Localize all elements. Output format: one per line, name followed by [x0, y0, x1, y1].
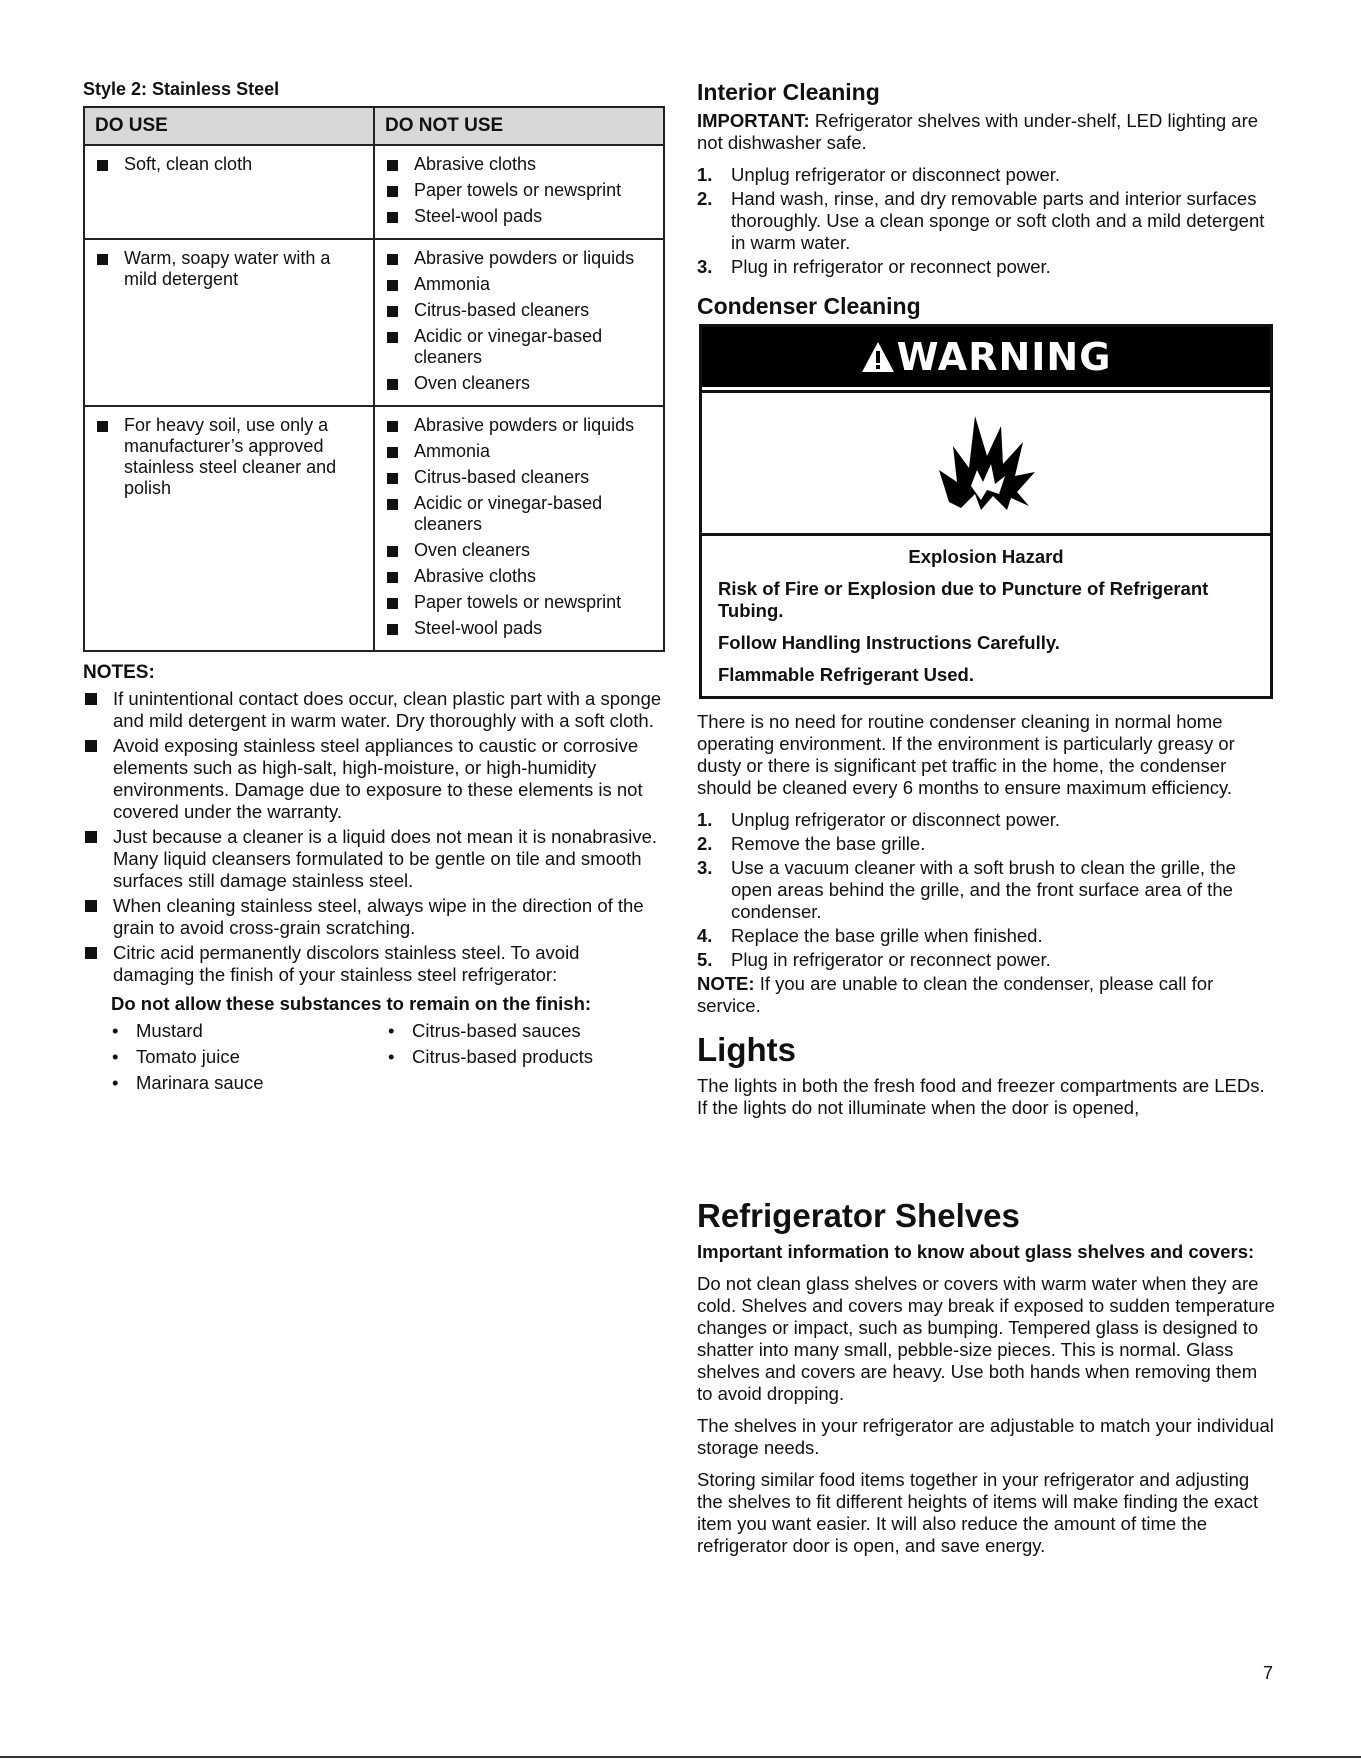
condenser-intro: There is no need for routine condenser cleaning in normal home operating environment. If the environment is particularly greasy or dusty or there is significant pet traffic in the home, the condenser should be cleaned every 6 months to ensure maximum efficiency. [697, 711, 1235, 798]
do-item: Warm, soapy water with a mild detergent [124, 248, 331, 289]
condenser-note [697, 973, 1277, 1017]
substance-item: • Marinara sauce [111, 1070, 387, 1096]
dont-cell [374, 406, 664, 651]
warning-line: Follow Handling Instructions Carefully. [718, 632, 1060, 653]
bullet-square-icon [85, 900, 97, 912]
interior-important [697, 110, 1277, 154]
step-number: 3. [697, 256, 713, 277]
right-column [697, 78, 1277, 1567]
bullet-square-icon [85, 740, 97, 752]
list-item [697, 256, 1277, 278]
list-item [697, 925, 1277, 947]
list-item [697, 857, 1277, 923]
lights-title: Lights [697, 1031, 796, 1068]
shelves-paragraph: Storing similar food items together in your refrigerator and adjusting the shelves to fit different heights of items will make finding the exact item you want easier. It will also reduce the amount of time the refrigerator door is open, and save energy. [697, 1469, 1259, 1556]
list-item [697, 188, 1277, 254]
bullet-square-icon [387, 332, 398, 343]
bullet-square-icon [387, 186, 398, 197]
left-column [83, 78, 663, 1096]
note-text: Citric acid permanently discolors stainless steel. To avoid damaging the finish of your stainless steel refrigerator: [113, 942, 580, 985]
step-text: Replace the base grille when finished. [731, 925, 1043, 946]
shelves-paragraph: Do not clean glass shelves or covers with warm water when they are cold. Shelves and covers may break if exposed to sudden temperature changes or impact, such as bumping. Tempered glass is designed to shatter into many small, pebble-size pieces. This is normal. Glass shelves and covers are heavy. Use both hands when removing them to avoid dropping. [697, 1273, 1275, 1404]
bullet-square-icon [387, 160, 398, 171]
header-do-use: DO USE [84, 107, 374, 145]
dont-item: Abrasive cloths [414, 154, 537, 174]
list-item [697, 949, 1277, 971]
substance-item: • Citrus-based sauces [387, 1018, 647, 1044]
bullet-square-icon [97, 254, 108, 265]
style-title: Style 2: Stainless Steel [83, 79, 280, 99]
bullet-square-icon [387, 546, 398, 557]
dont-item: Paper towels or newsprint [414, 180, 622, 200]
step-number: 2. [697, 833, 713, 854]
step-text: Plug in refrigerator or reconnect power. [731, 949, 1051, 970]
page-number: 7 [1263, 1663, 1274, 1683]
bullet-square-icon [85, 831, 97, 843]
header-do-not-use: DO NOT USE [374, 107, 664, 145]
step-text: Unplug refrigerator or disconnect power. [731, 164, 1061, 185]
bullet-square-icon [387, 447, 398, 458]
dont-cell [374, 145, 664, 239]
dont-item: Abrasive cloths [414, 566, 537, 586]
dont-item: Citrus-based cleaners [414, 467, 590, 487]
note-text: When cleaning stainless steel, always wipe in the direction of the grain to avoid cross-grain scratching. [113, 895, 644, 938]
do-item: Soft, clean cloth [124, 154, 253, 174]
dont-item: Ammonia [414, 441, 491, 461]
warning-header [702, 327, 1270, 387]
do-cell [84, 145, 374, 239]
notes-title: NOTES: [83, 662, 155, 683]
dont-item: Abrasive powders or liquids [414, 248, 635, 268]
dont-item: Acidic or vinegar-based cleaners [414, 326, 603, 367]
notes-list [83, 688, 663, 986]
interior-cleaning-title: Interior Cleaning [697, 79, 880, 105]
bullet-square-icon [387, 306, 398, 317]
bullet-square-icon [387, 421, 398, 432]
step-text: Remove the base grille. [731, 833, 926, 854]
warning-word: WARNING [896, 335, 1112, 379]
step-text: Hand wash, rinse, and dry removable parts and interior surfaces thoroughly. Use a clean sponge or soft cloth and a mild detergent in warm water. [731, 188, 1265, 253]
do-cell [84, 239, 374, 406]
step-text: Plug in refrigerator or reconnect power. [731, 256, 1051, 277]
list-item [83, 895, 663, 939]
substances-list [111, 1018, 663, 1096]
bullet-square-icon [387, 624, 398, 635]
dont-item: Citrus-based cleaners [414, 300, 590, 320]
shelves-title: Refrigerator Shelves [697, 1197, 1020, 1234]
explosion-symbol [702, 390, 1270, 536]
interior-steps [697, 164, 1277, 278]
bullet-square-icon [387, 280, 398, 291]
bullet-square-icon [387, 379, 398, 390]
warning-line: Risk of Fire or Explosion due to Puncture of Refrigerant Tubing. [718, 578, 1209, 621]
lights-text: The lights in both the fresh food and freezer compartments are LEDs. If the lights do not illuminate when the door is opened, [697, 1075, 1265, 1118]
list-item [697, 809, 1277, 831]
list-item [697, 833, 1277, 855]
step-text: Use a vacuum cleaner with a soft brush to clean the grille, the open areas behind the grille, and the front surface area of the condenser. [731, 857, 1236, 922]
dont-item: Steel-wool pads [414, 618, 543, 638]
step-number: 1. [697, 809, 713, 830]
dont-item: Steel-wool pads [414, 206, 543, 226]
dont-item: Paper towels or newsprint [414, 592, 622, 612]
dont-item: Ammonia [414, 274, 491, 294]
do-item: For heavy soil, use only a manufacturer’s approved stainless steel cleaner and polish [124, 415, 337, 498]
table-row [84, 239, 664, 406]
note-text: If you are unable to clean the condenser, please call for service. [697, 973, 1214, 1016]
hazard-title: Explosion Hazard [908, 546, 1064, 567]
cleaning-table [83, 106, 665, 652]
dont-item: Oven cleaners [414, 373, 531, 393]
note-text: Just because a cleaner is a liquid does not mean it is nonabrasive. Many liquid cleansers formulated to be gentle on tile and smooth surfaces still damage stainless steel. [113, 826, 658, 891]
list-item [83, 942, 663, 986]
bullet-square-icon [387, 254, 398, 265]
bullet-square-icon [387, 473, 398, 484]
list-item [83, 688, 663, 732]
shelves-paragraph: The shelves in your refrigerator are adjustable to match your individual storage needs. [697, 1415, 1274, 1458]
step-number: 1. [697, 164, 713, 185]
bullet-square-icon [387, 212, 398, 223]
bullet-square-icon [387, 598, 398, 609]
warning-box [699, 324, 1273, 699]
bullet-square-icon [387, 572, 398, 583]
note-text: Avoid exposing stainless steel appliances to caustic or corrosive elements such as high-salt, high-moisture, or high-humidity environments. Damage due to exposure to these elements is not covered under the warranty. [113, 735, 643, 822]
table-row [84, 406, 664, 651]
warning-text [702, 536, 1270, 696]
list-item [83, 826, 663, 892]
step-number: 2. [697, 188, 713, 209]
warning-triangle-icon [861, 330, 895, 390]
substance-item: • Mustard [111, 1018, 387, 1044]
dont-item: Abrasive powders or liquids [414, 415, 635, 435]
substance-item: • Citrus-based products [387, 1044, 647, 1070]
footer-divider [0, 1756, 1361, 1758]
step-number: 5. [697, 949, 713, 970]
condenser-steps [697, 809, 1277, 971]
warning-line: Flammable Refrigerant Used. [718, 664, 974, 685]
bullet-square-icon [97, 160, 108, 171]
substance-item: • Tomato juice [111, 1044, 387, 1070]
note-text: If unintentional contact does occur, clean plastic part with a sponge and mild detergent in warm water. Dry thoroughly with a soft cloth. [113, 688, 662, 731]
dont-item: Acidic or vinegar-based cleaners [414, 493, 603, 534]
dont-item: Oven cleaners [414, 540, 531, 560]
important-text: Refrigerator shelves with under-shelf, LED lighting are not dishwasher safe. [697, 110, 1259, 153]
bullet-square-icon [387, 499, 398, 510]
bullet-square-icon [85, 693, 97, 705]
bullet-square-icon [97, 421, 108, 432]
bullet-square-icon [85, 947, 97, 959]
step-number: 3. [697, 857, 713, 878]
note-label: NOTE: [697, 973, 755, 994]
step-number: 4. [697, 925, 713, 946]
explosion-icon [931, 406, 1041, 521]
dont-cell [374, 239, 664, 406]
shelves-subtitle: Important information to know about glass shelves and covers: [697, 1241, 1255, 1262]
step-text: Unplug refrigerator or disconnect power. [731, 809, 1061, 830]
list-item [83, 735, 663, 823]
list-item [697, 164, 1277, 186]
condenser-cleaning-title: Condenser Cleaning [697, 293, 921, 319]
substances-heading: Do not allow these substances to remain on the finish: [111, 993, 592, 1014]
do-cell [84, 406, 374, 651]
table-row [84, 145, 664, 239]
important-label: IMPORTANT: [697, 110, 810, 131]
